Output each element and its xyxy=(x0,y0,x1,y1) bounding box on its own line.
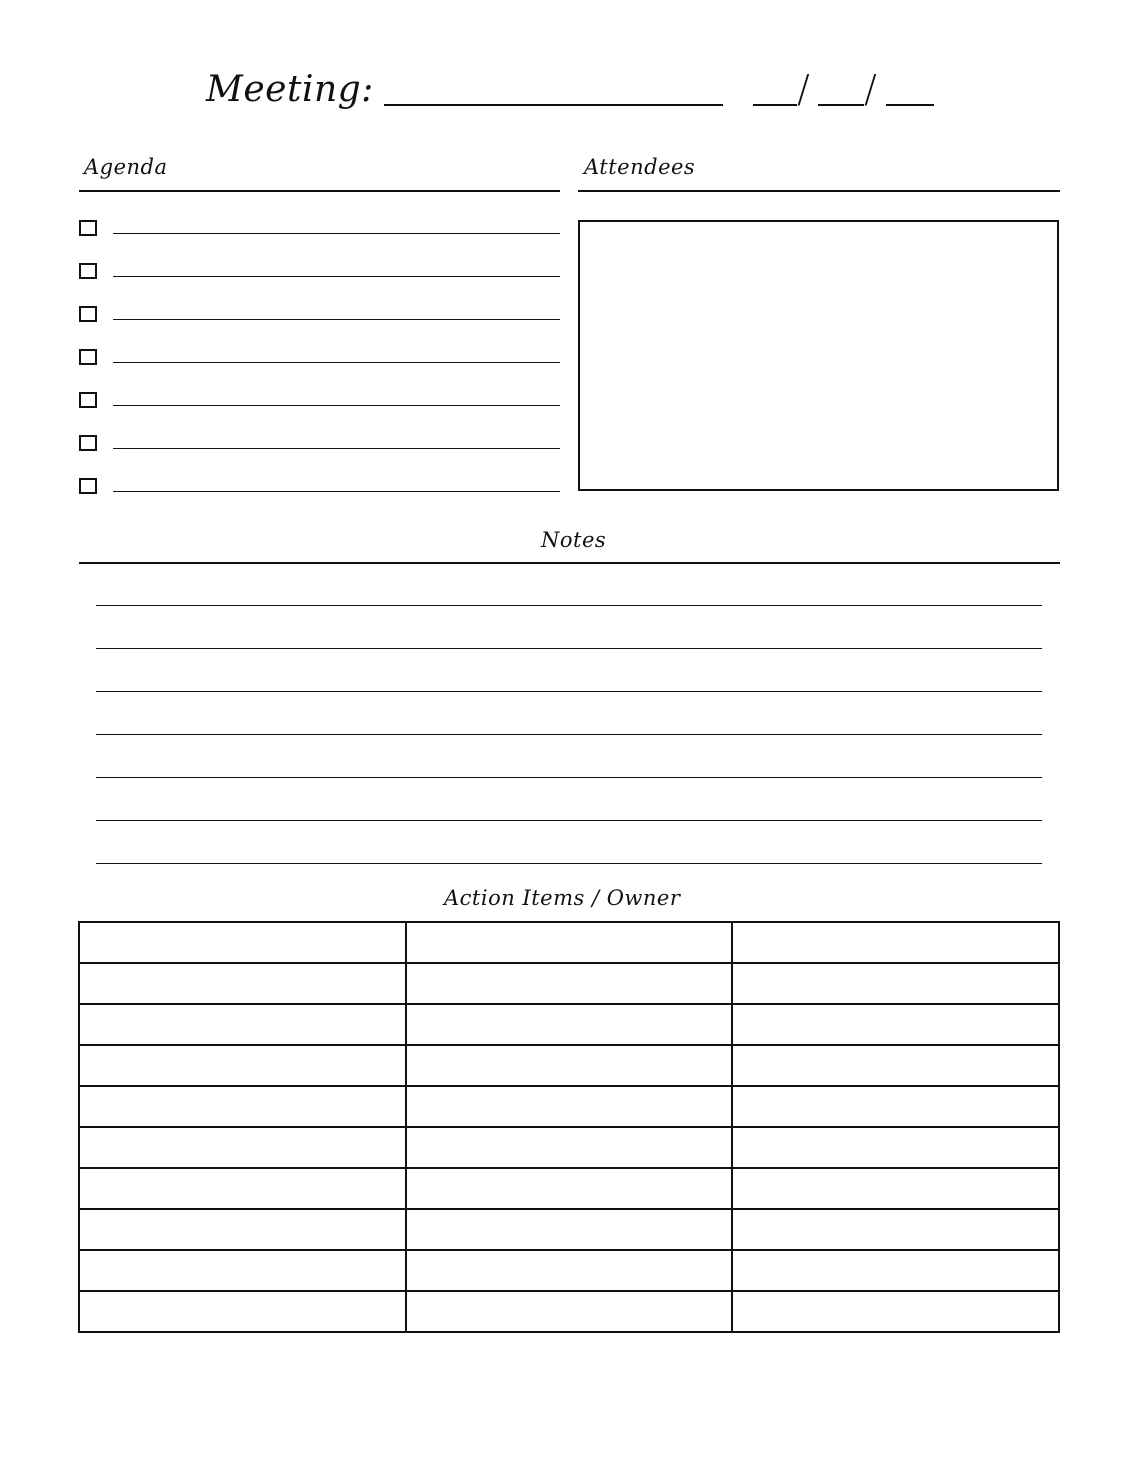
owner-cell[interactable] xyxy=(732,1250,1059,1291)
notes-line[interactable] xyxy=(96,648,1042,649)
action-item-cell[interactable] xyxy=(79,1045,406,1086)
action-item-cell[interactable] xyxy=(79,1291,406,1332)
table-row xyxy=(79,1086,1059,1127)
action-item-cell[interactable] xyxy=(79,1250,406,1291)
action-item-cell[interactable] xyxy=(406,1004,733,1045)
action-item-cell[interactable] xyxy=(79,1168,406,1209)
agenda-item-line[interactable] xyxy=(113,362,560,363)
action-item-cell[interactable] xyxy=(406,963,733,1004)
notes-line[interactable] xyxy=(96,691,1042,692)
date-day-field[interactable] xyxy=(818,104,864,106)
owner-cell[interactable] xyxy=(732,1168,1059,1209)
action-item-cell[interactable] xyxy=(79,922,406,963)
table-row xyxy=(79,1004,1059,1045)
action-item-cell[interactable] xyxy=(406,1209,733,1250)
agenda-item-line[interactable] xyxy=(113,491,560,492)
action-items-heading: Action Items / Owner xyxy=(444,886,681,910)
owner-cell[interactable] xyxy=(732,1045,1059,1086)
table-row xyxy=(79,1127,1059,1168)
agenda-item-line[interactable] xyxy=(113,405,560,406)
date-month-field[interactable] xyxy=(753,104,797,106)
agenda-checkbox[interactable] xyxy=(79,478,97,494)
action-item-cell[interactable] xyxy=(79,1086,406,1127)
agenda-item-line[interactable] xyxy=(113,319,560,320)
meeting-name-field[interactable] xyxy=(384,104,723,106)
table-row xyxy=(79,963,1059,1004)
agenda-item-line[interactable] xyxy=(113,276,560,277)
notes-line[interactable] xyxy=(96,863,1042,864)
owner-cell[interactable] xyxy=(732,1004,1059,1045)
attendees-field[interactable] xyxy=(578,220,1059,491)
notes-heading: Notes xyxy=(541,528,607,552)
notes-line[interactable] xyxy=(96,820,1042,821)
action-item-cell[interactable] xyxy=(79,1127,406,1168)
owner-cell[interactable] xyxy=(732,1209,1059,1250)
agenda-divider xyxy=(79,190,560,192)
action-item-cell[interactable] xyxy=(406,1168,733,1209)
action-item-cell[interactable] xyxy=(406,1045,733,1086)
action-item-cell[interactable] xyxy=(79,963,406,1004)
agenda-item-line[interactable] xyxy=(113,233,560,234)
date-year-field[interactable] xyxy=(886,104,934,106)
action-item-cell[interactable] xyxy=(406,922,733,963)
table-row xyxy=(79,922,1059,963)
agenda-checkbox[interactable] xyxy=(79,220,97,236)
notes-line[interactable] xyxy=(96,605,1042,606)
meeting-label: Meeting: xyxy=(206,69,374,110)
action-item-cell[interactable] xyxy=(406,1250,733,1291)
action-items-table xyxy=(78,921,1060,1333)
owner-cell[interactable] xyxy=(732,922,1059,963)
action-item-cell[interactable] xyxy=(406,1291,733,1332)
agenda-heading: Agenda xyxy=(84,155,168,179)
owner-cell[interactable] xyxy=(732,1291,1059,1332)
action-item-cell[interactable] xyxy=(406,1127,733,1168)
notes-divider xyxy=(79,562,1060,564)
table-row xyxy=(79,1209,1059,1250)
agenda-checkbox[interactable] xyxy=(79,306,97,322)
notes-line[interactable] xyxy=(96,777,1042,778)
owner-cell[interactable] xyxy=(732,1086,1059,1127)
owner-cell[interactable] xyxy=(732,963,1059,1004)
table-row xyxy=(79,1250,1059,1291)
table-row xyxy=(79,1291,1059,1332)
agenda-checkbox[interactable] xyxy=(79,349,97,365)
date-separator: / xyxy=(797,67,810,111)
table-row xyxy=(79,1168,1059,1209)
agenda-checkbox[interactable] xyxy=(79,263,97,279)
action-item-cell[interactable] xyxy=(406,1086,733,1127)
action-item-cell[interactable] xyxy=(79,1209,406,1250)
attendees-heading: Attendees xyxy=(584,155,696,179)
attendees-divider xyxy=(578,190,1060,192)
action-item-cell[interactable] xyxy=(79,1004,406,1045)
owner-cell[interactable] xyxy=(732,1127,1059,1168)
date-separator: / xyxy=(864,67,877,111)
notes-line[interactable] xyxy=(96,734,1042,735)
agenda-item-line[interactable] xyxy=(113,448,560,449)
agenda-checkbox[interactable] xyxy=(79,392,97,408)
table-row xyxy=(79,1045,1059,1086)
agenda-checkbox[interactable] xyxy=(79,435,97,451)
